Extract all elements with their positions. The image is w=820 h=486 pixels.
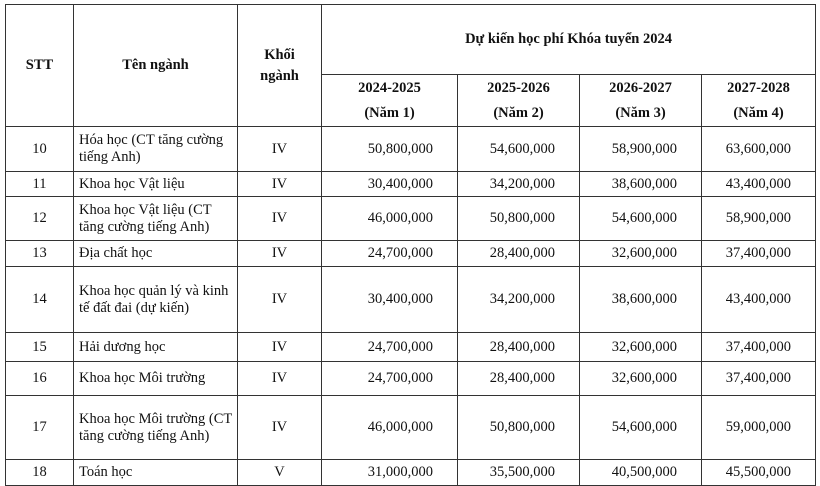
row-fee-year-2: 35,500,000	[458, 460, 580, 486]
row-stt: 10	[6, 127, 74, 172]
row-fee-year-3: 54,600,000	[580, 396, 702, 460]
row-fee-year-1: 46,000,000	[322, 197, 458, 241]
row-group: IV	[238, 197, 322, 241]
header-stt: STT	[6, 5, 74, 127]
year-2-range: 2025-2026	[487, 79, 550, 96]
row-fee-year-3: 38,600,000	[580, 267, 702, 333]
row-fee-year-3: 58,900,000	[580, 127, 702, 172]
row-stt: 13	[6, 241, 74, 267]
row-fee-year-2: 34,200,000	[458, 267, 580, 333]
table-row	[6, 362, 816, 396]
row-fee-year-2: 28,400,000	[458, 333, 580, 362]
row-stt: 11	[6, 172, 74, 197]
row-fee-year-3: 32,600,000	[580, 362, 702, 396]
row-fee-year-4: 59,000,000	[702, 396, 816, 460]
table-row	[6, 396, 816, 460]
row-group: IV	[238, 396, 322, 460]
row-major-name: Khoa học Môi trường	[74, 362, 238, 396]
row-fee-year-4: 37,400,000	[702, 241, 816, 267]
row-group: V	[238, 460, 322, 486]
row-fee-year-3: 40,500,000	[580, 460, 702, 486]
row-group: IV	[238, 333, 322, 362]
row-major-name: Hóa học (CT tăng cường tiếng Anh)	[74, 127, 238, 172]
table-row	[6, 172, 816, 197]
row-group: IV	[238, 127, 322, 172]
row-fee-year-4: 43,400,000	[702, 267, 816, 333]
row-fee-year-1: 46,000,000	[322, 396, 458, 460]
row-fee-year-2: 28,400,000	[458, 362, 580, 396]
row-group: IV	[238, 172, 322, 197]
header-group-line2: ngành	[260, 67, 299, 84]
row-major-name: Địa chất học	[74, 241, 238, 267]
row-major-name: Khoa học Vật liệu	[74, 172, 238, 197]
row-stt: 16	[6, 362, 74, 396]
header-row-top	[6, 5, 816, 75]
row-fee-year-4: 63,600,000	[702, 127, 816, 172]
row-fee-year-1: 31,000,000	[322, 460, 458, 486]
row-major-name: Hải dương học	[74, 333, 238, 362]
row-fee-year-2: 28,400,000	[458, 241, 580, 267]
table-row	[6, 333, 816, 362]
row-major-name: Khoa học quản lý và kinh tế đất đai (dự kiến)	[74, 267, 238, 333]
row-fee-year-3: 38,600,000	[580, 172, 702, 197]
header-year-1	[322, 75, 458, 127]
row-fee-year-1: 30,400,000	[322, 267, 458, 333]
row-fee-year-3: 32,600,000	[580, 333, 702, 362]
table-row	[6, 197, 816, 241]
row-stt: 12	[6, 197, 74, 241]
row-fee-year-4: 45,500,000	[702, 460, 816, 486]
row-fee-year-3: 32,600,000	[580, 241, 702, 267]
year-3-range: 2026-2027	[609, 79, 672, 96]
year-3-label: (Năm 3)	[615, 104, 666, 121]
year-4-range: 2027-2028	[727, 79, 790, 96]
year-1-label: (Năm 1)	[364, 104, 415, 121]
row-fee-year-2: 34,200,000	[458, 172, 580, 197]
row-fee-year-1: 50,800,000	[322, 127, 458, 172]
header-year-4	[702, 75, 816, 127]
row-fee-year-2: 50,800,000	[458, 197, 580, 241]
row-fee-year-2: 54,600,000	[458, 127, 580, 172]
row-group: IV	[238, 241, 322, 267]
table-row	[6, 267, 816, 333]
header-year-2	[458, 75, 580, 127]
row-major-name: Toán học	[74, 460, 238, 486]
row-stt: 15	[6, 333, 74, 362]
year-2-label: (Năm 2)	[493, 104, 544, 121]
row-major-name: Khoa học Môi trường (CT tăng cường tiếng Anh)	[74, 396, 238, 460]
row-fee-year-4: 58,900,000	[702, 197, 816, 241]
row-group: IV	[238, 362, 322, 396]
header-year-3	[580, 75, 702, 127]
row-group: IV	[238, 267, 322, 333]
table-row	[6, 127, 816, 172]
row-fee-year-4: 37,400,000	[702, 362, 816, 396]
row-fee-year-2: 50,800,000	[458, 396, 580, 460]
table-row	[6, 241, 816, 267]
header-group	[238, 5, 322, 127]
row-fee-year-1: 24,700,000	[322, 333, 458, 362]
row-fee-year-1: 24,700,000	[322, 362, 458, 396]
row-major-name: Khoa học Vật liệu (CT tăng cường tiếng Anh)	[74, 197, 238, 241]
year-1-range: 2024-2025	[358, 79, 421, 96]
row-fee-year-4: 37,400,000	[702, 333, 816, 362]
table-row	[6, 460, 816, 486]
row-stt: 18	[6, 460, 74, 486]
header-group-line1: Khối	[264, 46, 295, 63]
row-fee-year-1: 24,700,000	[322, 241, 458, 267]
header-fee-title: Dự kiến học phí Khóa tuyển 2024	[322, 5, 816, 75]
row-fee-year-1: 30,400,000	[322, 172, 458, 197]
header-name: Tên ngành	[74, 5, 238, 127]
row-fee-year-4: 43,400,000	[702, 172, 816, 197]
row-fee-year-3: 54,600,000	[580, 197, 702, 241]
row-stt: 14	[6, 267, 74, 333]
year-4-label: (Năm 4)	[733, 104, 784, 121]
row-stt: 17	[6, 396, 74, 460]
tuition-table	[5, 4, 816, 486]
